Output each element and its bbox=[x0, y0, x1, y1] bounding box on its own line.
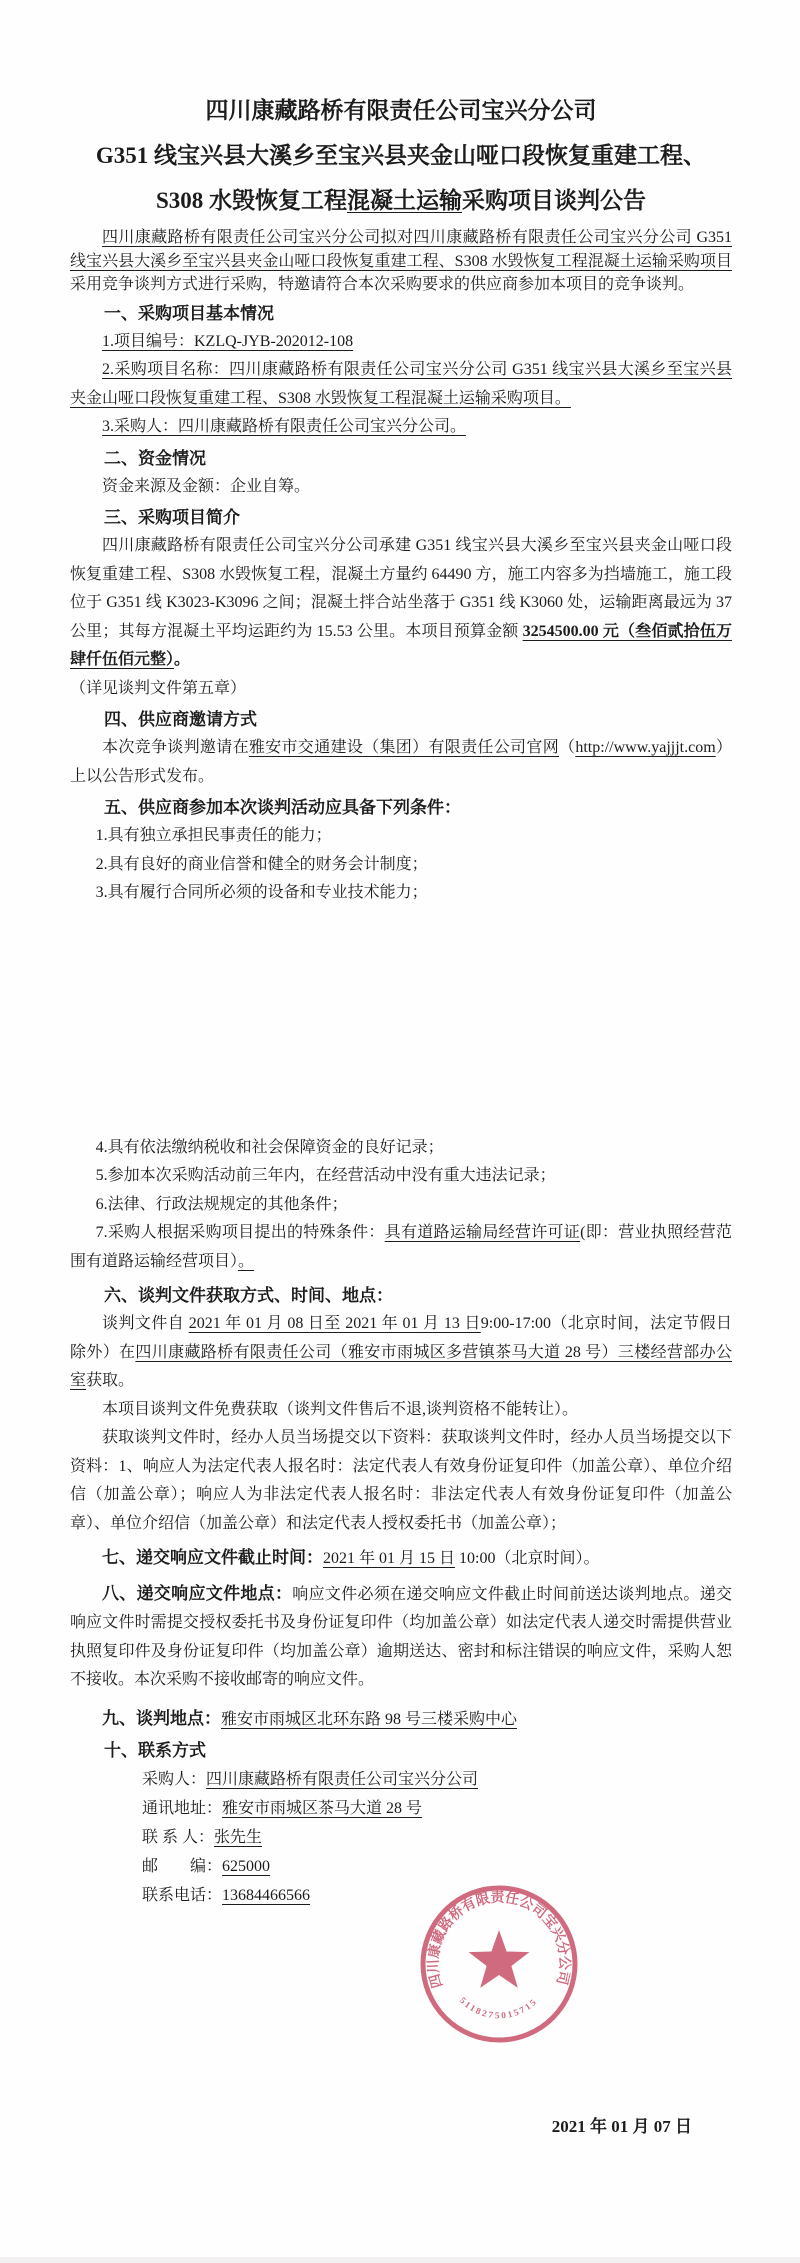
project-intro-text: 四川康藏路桥有限责任公司宝兴分公司承建 G351 线宝兴县大溪乡至宝兴县夹金山哑口段恢复重建工程、S308 水毁恢复工程，混凝土方量约 64490 方，施工内容多为挡墙施工，施工段位于 G351 线 K3023-K3096 之间；混凝土拌合站坐落于 G351 线 K3060 处，运输距离最远为 37 公里；其每方混凝土平均运距约为 15.53 公里。本项目预算金额 bbox=[70, 537, 732, 640]
doc-obtain-prefix: 谈判文件自 bbox=[102, 1315, 189, 1332]
budget-amount: 3254500.00 元（叁佰贰拾伍万肆仟伍佰元整） bbox=[70, 622, 732, 668]
doc-obtain-location: 四川康藏路桥有限责任公司（雅安市雨城区多营镇茶马大道 28 号）三楼经营部办公室 bbox=[70, 1343, 732, 1389]
section-4-heading: 四、供应商邀请方式 bbox=[104, 710, 257, 729]
website-name: 雅安市交通建设（集团）有限责任公司官网 bbox=[248, 739, 560, 756]
section-9-line bbox=[70, 1705, 732, 1735]
section-2-heading: 二、资金情况 bbox=[104, 448, 206, 468]
intro-rest-text: 采用竞争谈判方式进行采购，特邀请符合本次采购要求的供应商参加本项目的竞争谈判。 bbox=[70, 276, 695, 293]
page-bottom-edge bbox=[0, 2257, 800, 2263]
contact-label: 采购人： bbox=[142, 1771, 207, 1788]
intro-paragraph bbox=[70, 226, 732, 297]
document-title bbox=[74, 88, 728, 223]
contact-label: 联系电话： bbox=[142, 1887, 223, 1904]
seal-ring bbox=[423, 1888, 575, 2040]
website-url: http://www.yajjjt.com bbox=[575, 739, 716, 756]
condition-item-5: 5.参加本次采购活动前三年内，在经营活动中没有重大违法记录； bbox=[95, 1167, 556, 1184]
seal-star-icon bbox=[469, 1930, 530, 1988]
submission-deadline-time: 10:00（北京时间）。 bbox=[455, 1550, 600, 1567]
section-5-heading: 五、供应商参加本次谈判活动应具备下列条件： bbox=[104, 798, 461, 817]
contact-label: 邮 编： bbox=[142, 1858, 223, 1875]
license-requirement: 具有道路运输局经营许可证 bbox=[384, 1224, 581, 1241]
section-1-item-1 bbox=[70, 328, 732, 357]
condition-item-6: 6.法律、行政法规规定的其他条件； bbox=[95, 1195, 348, 1213]
doc-obtain-hours: 9:00-17:00（北京时间，法定节假日除外）在 bbox=[70, 1315, 732, 1361]
svg-text:5118275015715 bbox=[458, 1995, 540, 2020]
title-company-line: 四川康藏路桥有限责任公司宝兴分公司 bbox=[205, 98, 597, 123]
budget-amount-period: 。 bbox=[174, 651, 191, 668]
title-project-part: G351 线宝兴县大溪乡至宝兴县夹金山哑口段恢复重建工程、S308 水毁恢复工程 bbox=[95, 143, 707, 213]
section-1-item-2 bbox=[70, 356, 732, 413]
submission-deadline-date: 2021 年 01 月 15 日 bbox=[323, 1550, 456, 1567]
section-8-heading: 八、递交响应文件地点： bbox=[102, 1583, 293, 1603]
section-3-body bbox=[70, 532, 732, 675]
contact-value: 雅安市雨城区茶马大道 28 号 bbox=[222, 1800, 423, 1817]
section-3-heading: 三、采购项目简介 bbox=[104, 508, 240, 527]
section-10-heading: 十、联系方式 bbox=[104, 1741, 206, 1760]
contact-value: 四川康藏路桥有限责任公司宝兴分公司 bbox=[206, 1771, 479, 1788]
section-9-heading: 九、谈判地点： bbox=[102, 1708, 221, 1728]
section-6-para-2: 本项目谈判文件免费获取（谈判文件售后不退,谈判资格不能转让）。 bbox=[102, 1400, 579, 1418]
section-8-para bbox=[70, 1580, 732, 1695]
project-name: 2.采购项目名称：四川康藏路桥有限责任公司宝兴分公司 G351 线宝兴县大溪乡至宝兴县夹金山哑口段恢复重建工程、S308 水毁恢复工程混凝土运输采购项目。 bbox=[70, 361, 732, 407]
condition-item-1: 1.具有独立承担民事责任的能力； bbox=[95, 827, 332, 844]
document-content bbox=[0, 88, 800, 1910]
condition-item-7 bbox=[70, 1219, 732, 1276]
document-date: 2021 年 01 月 07 日 bbox=[551, 2117, 692, 2136]
license-note: (即：营业执照经营范围有道路运输经营项目） bbox=[70, 1224, 732, 1270]
section-7-heading: 七、递交响应文件截止时间： bbox=[102, 1548, 323, 1567]
section-4-body bbox=[70, 734, 732, 791]
intro-underlined-text: 四川康藏路桥有限责任公司宝兴分公司拟对四川康藏路桥有限责任公司宝兴分公司 G351 线宝兴县大溪乡至宝兴县夹金山哑口段恢复重建工程、S308 水毁恢复工程混凝土运输采购项目 bbox=[70, 229, 732, 270]
contact-row-postcode bbox=[70, 1852, 732, 1881]
condition-item-2: 2.具有良好的商业信誉和健全的财务会计制度； bbox=[95, 855, 428, 873]
contact-label: 联 系 人： bbox=[142, 1829, 215, 1846]
section-3-note: （详见谈判文件第五章） bbox=[70, 679, 247, 697]
contact-value: 13684466566 bbox=[222, 1887, 311, 1904]
page-break-gap bbox=[70, 908, 732, 1134]
contact-row-purchaser bbox=[70, 1765, 732, 1794]
paren-open: （ bbox=[559, 739, 576, 756]
contact-row-person bbox=[70, 1823, 732, 1852]
license-period: 。 bbox=[238, 1252, 255, 1270]
seal-number-text: 5118275015715 bbox=[457, 1995, 540, 2021]
submission-location-rules: 响应文件必须在递交响应文件截止时间前送达谈判地点。递交响应文件时需提交授权委托书及身份证复印件（均加盖公章）如法定代表人递交时需提供营业执照复印件及身份证复印件（均加盖公章）逾期送达、密封和标注错误的响应文件，采购人恕不接收。本次采购不接收邮寄的响应文件。 bbox=[70, 1585, 732, 1688]
negotiation-location: 雅安市雨城区北环东路 98 号三楼采购中心 bbox=[221, 1710, 518, 1728]
condition-item-4: 4.具有依法缴纳税收和社会保障资金的良好记录； bbox=[95, 1138, 444, 1156]
doc-obtain-dates: 2021 年 01 月 08 日至 2021 年 01 月 13 日 bbox=[188, 1315, 481, 1332]
project-number: 1.项目编号：KZLQ-JYB-202012-108 bbox=[102, 332, 354, 350]
contact-value: 625000 bbox=[222, 1858, 271, 1875]
condition-item-3: 3.具有履行合同所必须的设备和专业技术能力； bbox=[95, 884, 428, 901]
contact-value: 张先生 bbox=[214, 1829, 263, 1846]
section-7-line bbox=[70, 1544, 732, 1574]
invitation-text-end: ）上以公告形式发布。 bbox=[70, 739, 732, 785]
section-2-body: 资金来源及金额：企业自筹。 bbox=[102, 477, 311, 495]
contact-label: 通讯地址： bbox=[142, 1800, 223, 1817]
contact-row-address bbox=[70, 1794, 732, 1823]
invitation-text: 本次竞争谈判邀请在 bbox=[102, 739, 249, 756]
contact-row-phone bbox=[70, 1881, 732, 1910]
seal-company-text: 四川康藏路桥有限责任公司宝兴分公司 bbox=[426, 1890, 572, 1990]
section-6-para-1 bbox=[70, 1310, 732, 1396]
section-6-heading: 六、谈判文件获取方式、时间、地点： bbox=[104, 1286, 393, 1305]
title-underlined-part: 混凝土运输 bbox=[347, 188, 463, 213]
section-1-heading: 一、采购项目基本情况 bbox=[104, 303, 274, 323]
doc-obtain-suffix: 获取。 bbox=[86, 1372, 135, 1389]
section-1-item-3 bbox=[70, 413, 732, 442]
special-condition-label: 7.采购人根据采购项目提出的特殊条件： bbox=[95, 1224, 385, 1241]
title-suffix: 采购项目谈判公告 bbox=[462, 188, 647, 213]
section-6-para-3: 获取谈判文件时，经办人员当场提交以下资料：获取谈判文件时，经办人员当场提交以下资料：1、响应人为法定代表人报名时：法定代表人有效身份证复印件（加盖公章）、单位介绍信（加盖公章）；响应人为非法定代表人报名时：非法定代表人有效身份证复印件（加盖公章）、单位介绍信（加盖公章）和法定代表人授权委托书（加盖公章）； bbox=[70, 1429, 732, 1532]
purchaser-name: 3.采购人：四川康藏路桥有限责任公司宝兴分公司。 bbox=[102, 418, 467, 435]
